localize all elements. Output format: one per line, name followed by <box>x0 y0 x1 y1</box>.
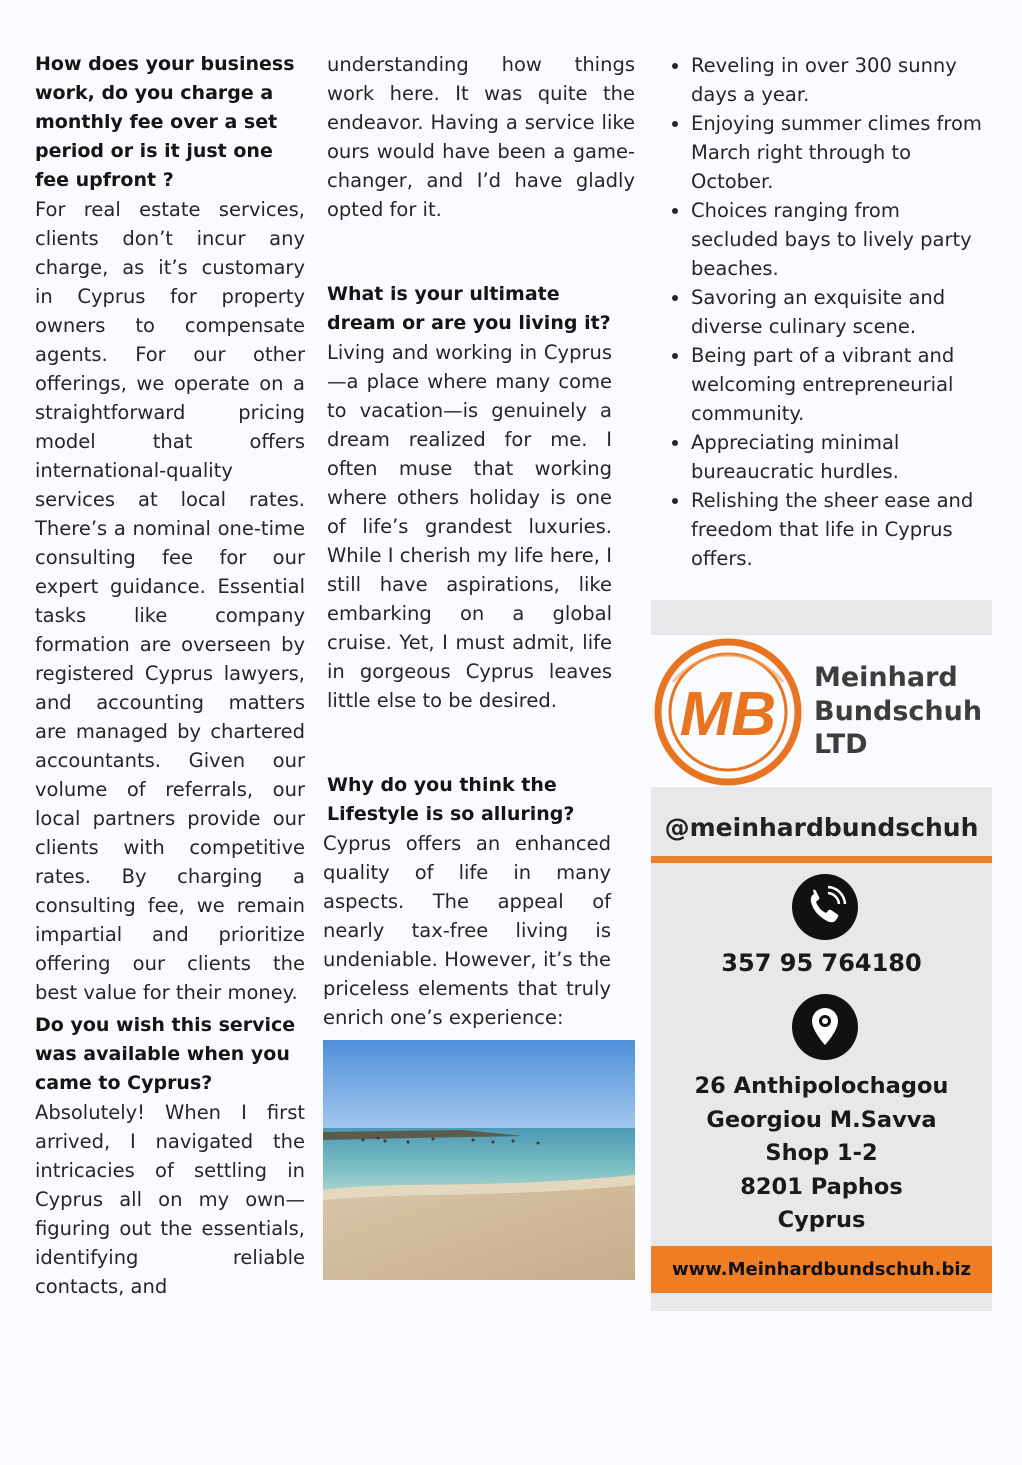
divider <box>651 856 992 863</box>
brand-line: Bundschuh <box>814 695 983 727</box>
benefits-list <box>658 51 987 573</box>
list-item: • Relishing the sheer ease and freedom that life in Cyprus offers. <box>691 486 987 573</box>
question-heading: How does your business work, do you charge a monthly fee over a set period or is it just one fee upfront ? <box>35 53 295 191</box>
list-item: • Being part of a vibrant and welcoming entrepreneurial community. <box>691 341 987 428</box>
mb-logo-icon <box>653 637 803 787</box>
address-line: Cyprus <box>777 1207 866 1233</box>
column-left <box>35 50 305 1301</box>
list-item: • Choices ranging from secluded bays to lively party beaches. <box>691 196 987 283</box>
beach-photo <box>323 1040 635 1280</box>
address-line: 8201 Paphos <box>740 1173 903 1200</box>
question-heading: What is your ultimate dream or are you living it? <box>327 283 611 334</box>
question-heading: Do you wish this service was available when you came to Cyprus? <box>35 1014 296 1094</box>
address-line: 26 Anthipolochagou <box>694 1073 949 1099</box>
list-item: • Enjoying summer climes from March right through to October. <box>691 109 987 196</box>
social-handle[interactable]: @meinhardbundschuh <box>664 813 979 842</box>
answer-paragraph: understanding how things work here. It was quite the endeavor. Having a service like ours would have been a game-changer, and I’d have gladly opted for it. <box>327 53 635 221</box>
logo-area <box>651 635 992 787</box>
brand-line: Meinhard <box>814 662 958 693</box>
phone-icon <box>792 874 858 940</box>
address-line: Shop 1-2 <box>765 1140 878 1166</box>
address-block <box>651 1070 992 1238</box>
address-line: Georgiou M.Savva <box>706 1106 937 1133</box>
list-item: • Appreciating minimal bureaucratic hurdles. <box>691 428 987 486</box>
answer-paragraph: Absolutely! When I first arrived, I navigated the intricacies of settling in Cyprus all on my own—figuring out the essentials, identifying reliable contacts, and <box>35 1101 305 1298</box>
list-item: • Savoring an exquisite and diverse culinary scene. <box>691 283 987 341</box>
column-middle <box>323 50 635 1280</box>
contact-card <box>651 600 992 1311</box>
logo-letters: MB <box>679 680 777 749</box>
answer-paragraph: For real estate services, clients don’t incur any charge, as it’s customary in Cyprus for property owners to compensate agents. For our other offerings, we operate on a straightforward pricing model that offers international-quality services at local rates. There’s a nominal one-time consulting fee for our expert guidance. Essential tasks like company formation are overseen by registered Cyprus lawyers, and accounting matters are managed by chartered accountants. Given our volume of referrals, our local partners provide our clients with competitive rates. By charging a consulting fee, we remain impartial and prioritize offering our clients the best value for their money. <box>35 198 305 1004</box>
phone-number[interactable]: 357 95 764180 <box>721 949 922 977</box>
website-link[interactable]: www.Meinhardbundschuh.biz <box>651 1246 992 1293</box>
question-heading: Why do you think the Lifestyle is so alluring? <box>327 774 575 825</box>
location-pin-icon <box>792 994 858 1060</box>
brand-line: LTD <box>814 729 868 760</box>
list-item: • Reveling in over 300 sunny days a year. <box>691 51 987 109</box>
answer-paragraph: Cyprus offers an enhanced quality of life in many aspects. The appeal of nearly tax-free living is undeniable. However, it’s the priceless elements that truly enrich one’s experience: <box>323 832 611 1029</box>
answer-paragraph: Living and working in Cyprus—a place where many come to vacation—is genuinely a dream realized for me. I often muse that working where others holiday is one of life’s grandest luxuries. While I cherish my life here, I still have aspirations, like embarking on a global cruise. Yet, I must admit, life in gorgeous Cyprus leaves little else to be desired. <box>327 341 612 712</box>
column-right <box>662 51 987 573</box>
brand-name <box>814 661 982 762</box>
